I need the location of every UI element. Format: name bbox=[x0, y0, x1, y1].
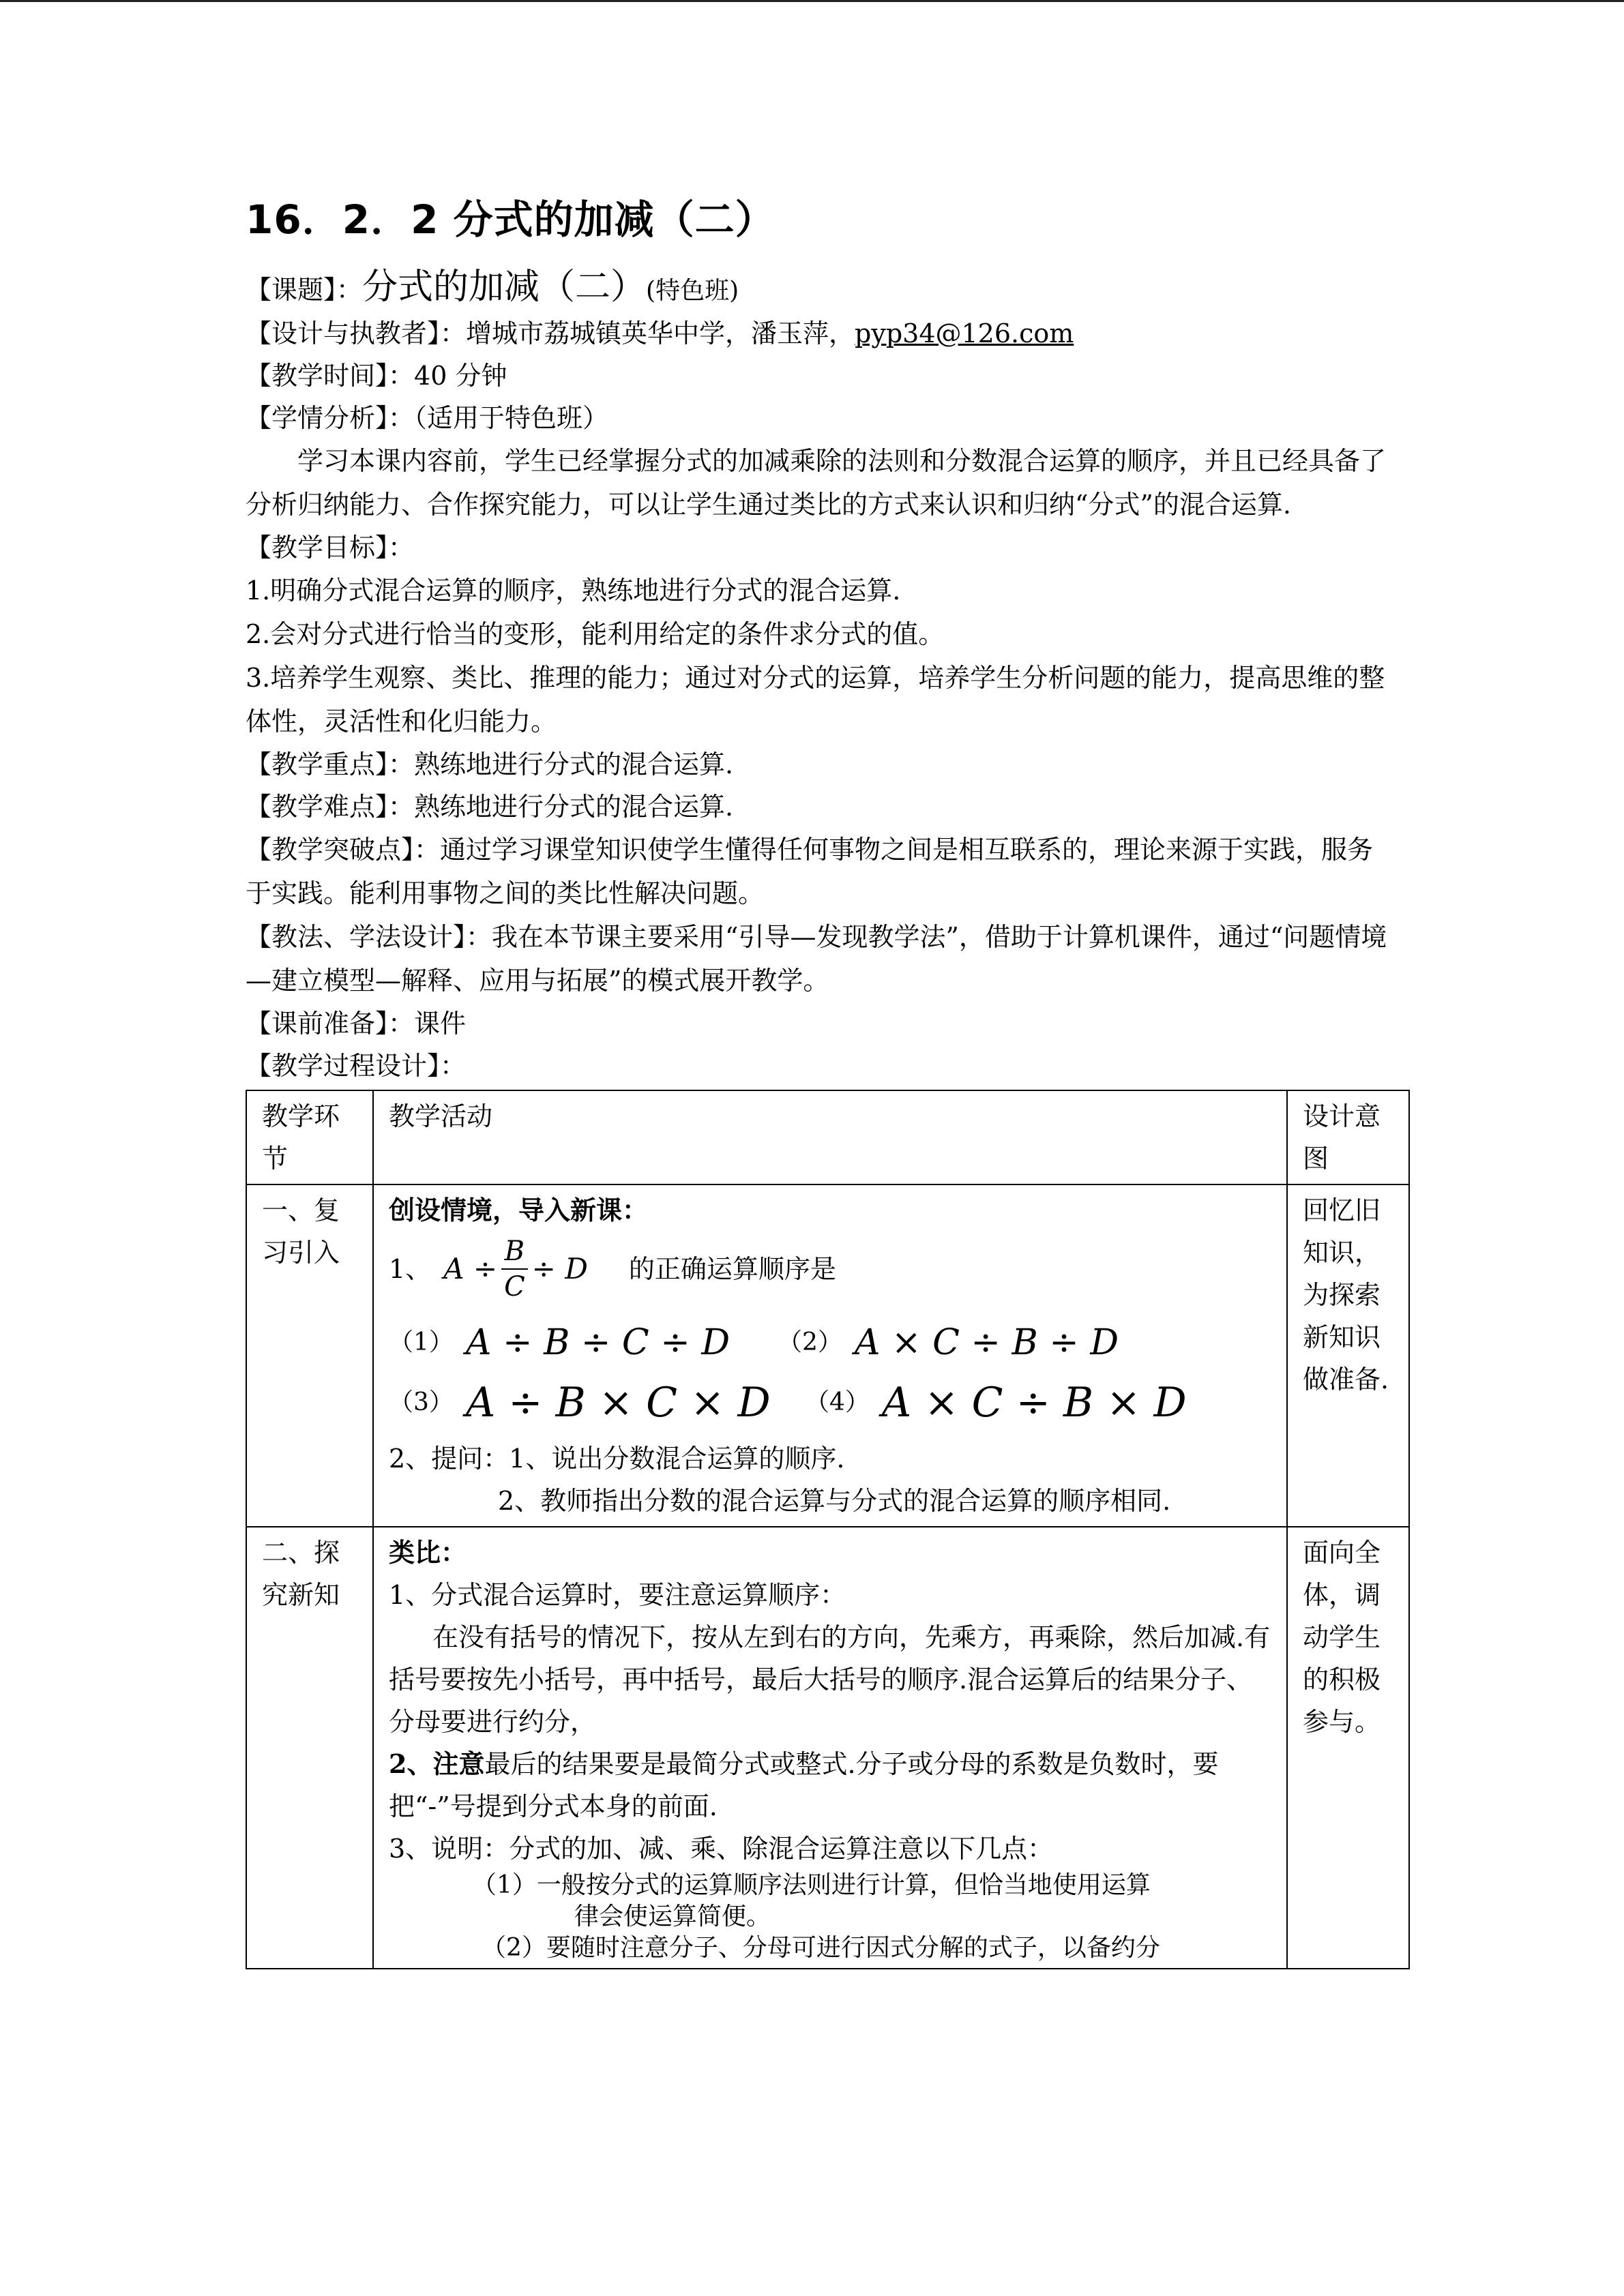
breakthrough-line bbox=[246, 828, 1391, 915]
prep-value: 课件 bbox=[414, 1009, 467, 1039]
document-title: 16．2．2 分式的加减（二） bbox=[246, 196, 776, 243]
header-stage: 教学环节 bbox=[246, 1090, 373, 1184]
q1-lead: A ÷ bbox=[443, 1252, 498, 1285]
option-2 bbox=[778, 1322, 1187, 1364]
option-4-expr: A × C ÷ B × D bbox=[881, 1379, 1187, 1427]
key-label: 【教学重点】： bbox=[246, 749, 415, 779]
row2-point-2 bbox=[389, 1743, 1277, 1828]
option-4 bbox=[805, 1379, 1214, 1427]
difficult-label: 【教学难点】： bbox=[246, 792, 415, 822]
row2-stage: 二、探究新知 bbox=[246, 1527, 373, 1969]
goal-item-3: 3.培养学生观察、类比、推理的能力；通过对分式的运算，培养学生分析问题的能力，提高思维的整体性，灵活性和化归能力。 bbox=[246, 663, 1385, 736]
breakthrough-value: 通过学习课堂知识使学生懂得任何事物之间是相互联系的，理论来源于实践，服务于实践。能利用事物之间的类比性解决问题。 bbox=[246, 835, 1374, 908]
option-2-expr: A × C ÷ B ÷ D bbox=[854, 1322, 1119, 1363]
option-1-label: （1） bbox=[389, 1328, 454, 1356]
topic-label: 【课题】： bbox=[246, 275, 363, 305]
row1-question-2: 2、提问：1、说出分数混合运算的顺序. bbox=[389, 1444, 845, 1474]
header-activity: 教学活动 bbox=[373, 1090, 1287, 1184]
row2-point-1: 1、分式混合运算时，要注意运算顺序： bbox=[389, 1580, 846, 1610]
table-header-row bbox=[246, 1090, 1409, 1184]
difficult-line bbox=[246, 786, 1391, 828]
q1-tail: ÷ D bbox=[531, 1252, 588, 1285]
goal-item-2: 2.会对分式进行恰当的变形，能利用给定的条件求分式的值。 bbox=[246, 619, 945, 649]
row2-point-2-num: 2、 bbox=[389, 1748, 433, 1779]
time-value: 40 分钟 bbox=[414, 361, 507, 391]
row2-point-2-text: 最后的结果要是最简分式或整式.分子或分母的系数是负数时，要把“-”号提到分式本身的前面. bbox=[389, 1749, 1219, 1821]
q1-denominator: C bbox=[504, 1271, 525, 1302]
row1-intent: 回忆旧知识，为探索新知识做准备. bbox=[1287, 1184, 1409, 1527]
q1-fraction bbox=[501, 1234, 528, 1304]
row2-subpoint-1-text: （1）一般按分式的运算顺序法则进行计算，但恰当地使用运算 bbox=[472, 1871, 1151, 1899]
row1-heading: 创设情境，导入新课： bbox=[389, 1195, 649, 1225]
prep-line bbox=[246, 1002, 1391, 1045]
topic-line bbox=[246, 266, 1391, 312]
difficult-value: 熟练地进行分式的混合运算. bbox=[414, 792, 734, 822]
key-line bbox=[246, 743, 1391, 786]
analysis-line bbox=[246, 397, 1391, 439]
breakthrough-label: 【教学突破点】： bbox=[246, 835, 441, 865]
row2-intent: 面向全体，调动学生的积极参与。 bbox=[1287, 1527, 1409, 1969]
prep-label: 【课前准备】： bbox=[246, 1009, 415, 1039]
time-line bbox=[246, 355, 1391, 397]
option-3-expr: A ÷ B × C × D bbox=[465, 1379, 771, 1427]
row1-question-2b: 2、教师指出分数的混合运算与分式的混合运算的顺序相同. bbox=[498, 1486, 1171, 1516]
option-3 bbox=[389, 1379, 798, 1427]
row2-heading: 类比： bbox=[389, 1537, 467, 1568]
options-row-1 bbox=[389, 1322, 1277, 1364]
key-value: 熟练地进行分式的混合运算. bbox=[414, 749, 734, 779]
q1-suffix: 的正确运算顺序是 bbox=[628, 1254, 836, 1284]
q1-prefix: 1、 bbox=[389, 1254, 432, 1284]
option-4-label: （4） bbox=[805, 1388, 870, 1416]
designer-value: 增城市荔城镇英华中学，潘玉萍， bbox=[466, 318, 855, 348]
row2-point-1-detail: 在没有括号的情况下，按从左到右的方向，先乘方，再乘除，然后加减.有括号要按先小括号，再中括号，最后大括号的顺序.混合运算后的结果分子、分母要进行约分， bbox=[389, 1622, 1271, 1737]
goals-label: 【教学目标】： bbox=[246, 533, 415, 563]
document-page bbox=[246, 192, 1391, 1969]
row2-subpoint-1-cont: 律会使运算简便。 bbox=[574, 1903, 771, 1930]
header-intent: 设计意图 bbox=[1287, 1090, 1409, 1184]
row1-activity bbox=[373, 1184, 1287, 1527]
topic-value: 分式的加减（二） bbox=[362, 267, 647, 308]
row1-question-1 bbox=[389, 1234, 1277, 1304]
goal-item-1: 1.明确分式混合运算的顺序，熟练地进行分式的混合运算. bbox=[246, 576, 901, 606]
topic-note: (特色班) bbox=[646, 277, 739, 305]
options-row-2 bbox=[389, 1379, 1277, 1427]
row2-point-3: 3、说明：分式的加、减、乘、除混合运算注意以下几点： bbox=[389, 1834, 1054, 1864]
row2-subpoint-1 bbox=[389, 1870, 1277, 1933]
designer-email-link[interactable]: pyp34@126.com bbox=[855, 318, 1074, 348]
analysis-note: （适用于特色班） bbox=[414, 403, 609, 433]
row2-point-2-emphasis: 注意 bbox=[432, 1748, 485, 1779]
designer-line bbox=[246, 312, 1391, 355]
option-1-expr: A ÷ B ÷ C ÷ D bbox=[465, 1322, 730, 1363]
page-top-border bbox=[0, 0, 1624, 2]
process-label: 【教学过程设计】： bbox=[246, 1051, 467, 1081]
option-3-label: （3） bbox=[389, 1388, 454, 1416]
method-line bbox=[246, 915, 1391, 1002]
time-label: 【教学时间】： bbox=[246, 361, 415, 391]
q1-numerator: B bbox=[501, 1234, 528, 1270]
table-row bbox=[246, 1527, 1409, 1969]
method-label: 【教法、学法设计】： bbox=[246, 922, 492, 952]
designer-label: 【设计与执教者】： bbox=[246, 318, 467, 348]
lesson-process-table bbox=[246, 1090, 1410, 1969]
row2-activity bbox=[373, 1527, 1287, 1969]
method-value: 我在本节课主要采用“引导—发现教学法”，借助于计算机课件，通过“问题情境—建立模型—解释、应用与拓展”的模式展开教学。 bbox=[246, 922, 1387, 996]
analysis-label: 【学情分析】： bbox=[246, 403, 415, 433]
table-row bbox=[246, 1184, 1409, 1527]
row1-stage: 一、复习引入 bbox=[246, 1184, 373, 1527]
analysis-text: 学习本课内容前，学生已经掌握分式的加减乘除的法则和分数混合运算的顺序，并且已经具备了分析归纳能力、合作探究能力，可以让学生通过类比的方式来认识和归纳“分式”的混合运算. bbox=[246, 446, 1387, 520]
option-1 bbox=[389, 1322, 798, 1364]
option-2-label: （2） bbox=[778, 1328, 842, 1356]
row2-subpoint-2: （2）要随时注意分子、分母可进行因式分解的式子，以备约分 bbox=[482, 1934, 1160, 1962]
